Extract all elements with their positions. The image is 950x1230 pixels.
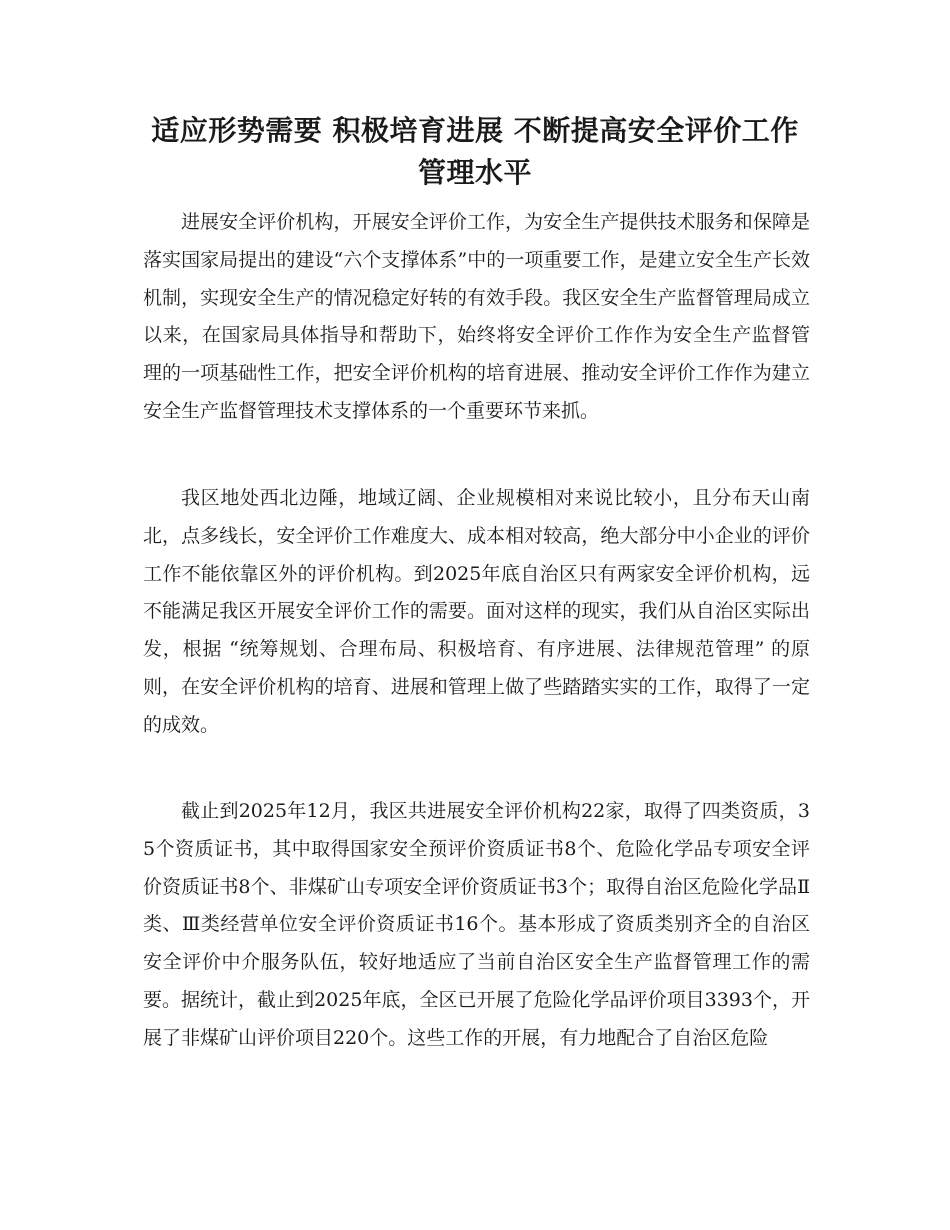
document-title: 适应形势需要 积极培育进展 不断提高安全评价工作管理水平 [151,114,799,189]
paragraph-2: 我区地处西北边陲，地域辽阔、企业规模相对来说比较小，且分布天山南北，点多线长，安全评价工作难度大、成本相对较高，绝大部分中小企业的评价工作不能依靠区外的评价机构。到2025年底自治区只有两家安全评价机构，远不能满足我区开展安全评价工作的需要。面对这样的现实，我们从自治区实际出发，根据 “统筹规划、合理布局、积极培育、有序进展、法律规范管理” 的原则，在安全评价机构的培育、进展和管理上做了些踏踏实实的工作，取得了一定的成效。 [143,487,810,736]
paragraph-1: 进展安全评价机构，开展安全评价工作，为安全生产提供技术服务和保障是落实国家局提出的建设“六个支撑体系”中的一项重要工作，是建立安全生产长效机制，实现安全生产的情况稳定好转的有效手段。我区安全生产监督管理局成立以来，在国家局具体指导和帮助下，始终将安全评价工作作为安全生产监督管 理的一项基础性工作，把安全评价机构的培育进展、推动安全评价工作作为建立安全生产监督管理技术支撑体系的一个重要环节来抓。 [143,211,810,422]
paragraph-3: 截止到2025年12月，我区共进展安全评价机构22家，取得了四类资质，35个资质证书，其中取得国家安全预评价资质证书8个、危险化学品专项安全评价资质证书8个、非煤矿山专项安全评价资质证书3个；取得自治区危险化学品Ⅱ类、Ⅲ类经营单位安全评价资质证书16个。基本形成了资质类别齐全的自治区安全评价中介服务队伍，较好地适应了当前自治区安全生产监督管理工作的需要。据统计，截止到2025年底，全区已开展了危险化学品评价项目3393个，开展了非煤矿山评价项目220个。这些工作的开展，有力地配合了自治区危险 [143,800,810,1049]
